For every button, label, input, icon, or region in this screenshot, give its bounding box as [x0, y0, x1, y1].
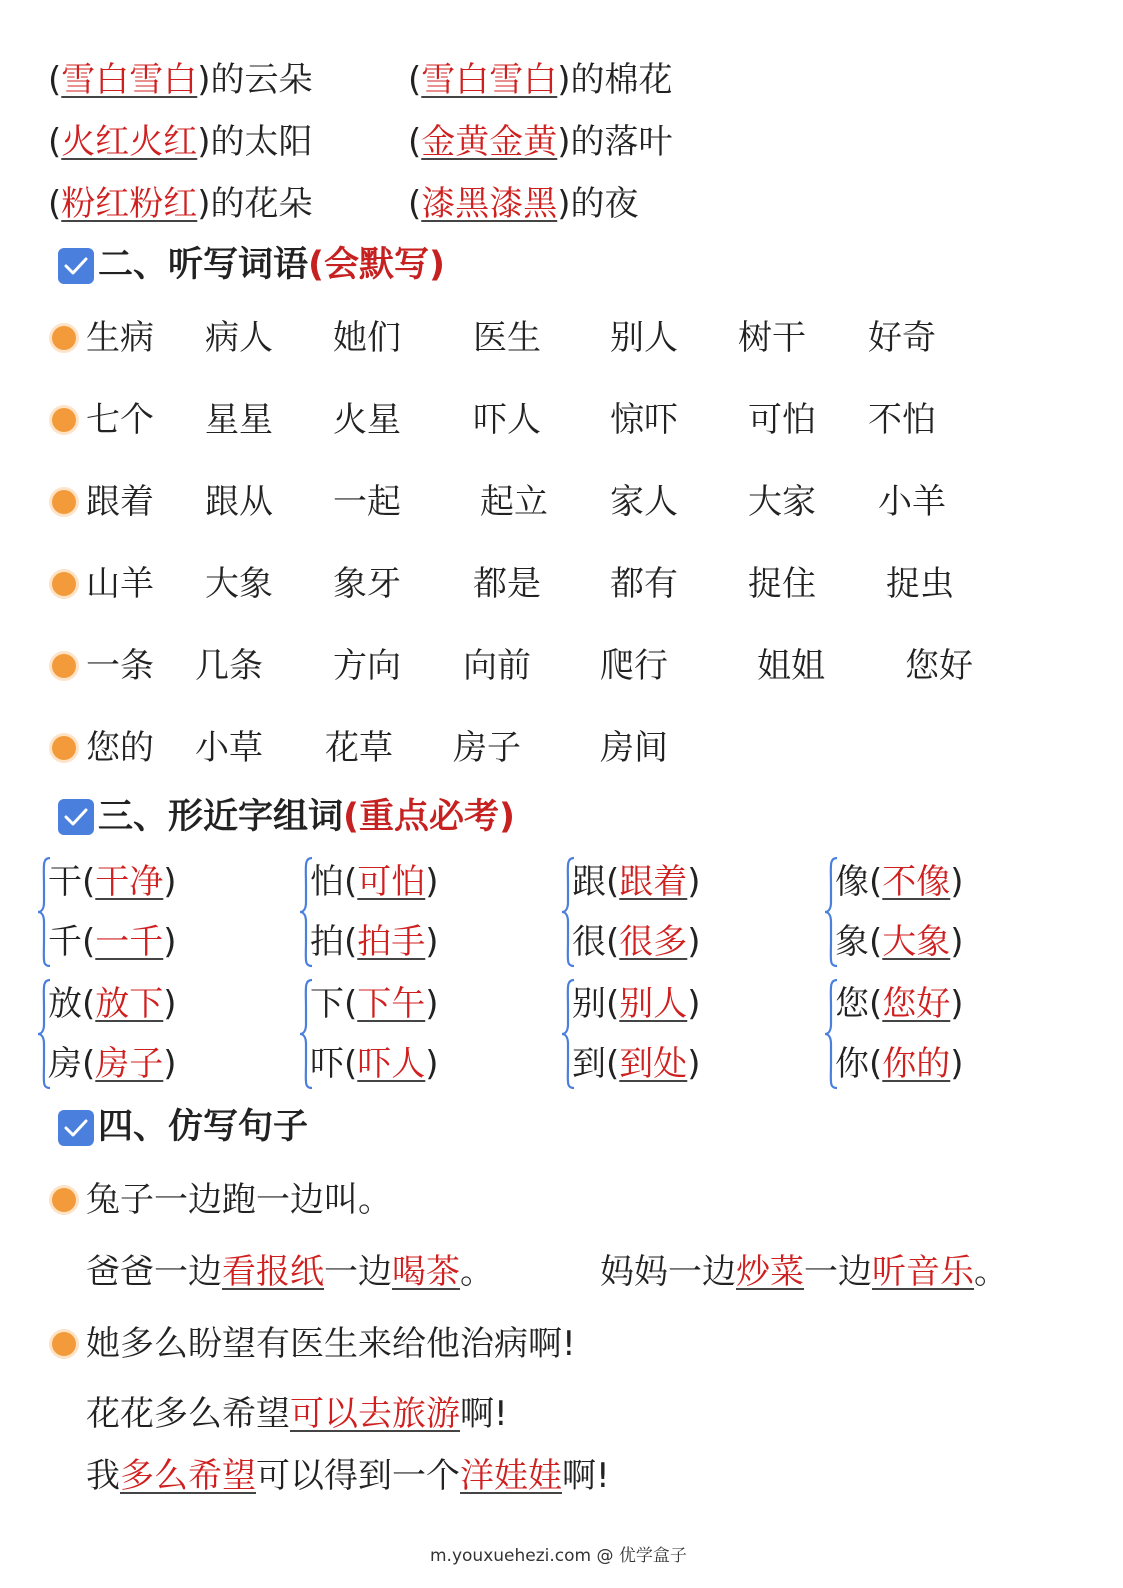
adj-4: (金黄金黄)的落叶: [408, 122, 673, 162]
adj-2: (雪白雪白)的棉花: [408, 60, 673, 100]
adj-3: (火红火红)的太阳: [48, 122, 313, 162]
similar-char-item: 象(大象): [835, 922, 964, 962]
answer-word: 不像: [882, 862, 951, 902]
answer-word: 一千: [95, 922, 164, 962]
answer: 炒菜: [736, 1252, 804, 1292]
similar-char-item: 干(干净): [48, 862, 177, 902]
adj-word: 雪白雪白: [61, 60, 198, 100]
text: 妈妈一边: [600, 1252, 736, 1292]
bullet-dot-icon: [52, 736, 76, 760]
dictation-word: 一起: [333, 482, 401, 522]
answer-word: 跟着: [619, 862, 688, 902]
base-char: 吓: [310, 1044, 344, 1084]
answer: 听音乐: [872, 1252, 974, 1292]
dictation-word: 生病: [86, 318, 154, 358]
text: 可以得到一个: [256, 1456, 460, 1496]
base-char: 像: [835, 862, 869, 902]
adj-noun: 的棉花: [570, 60, 673, 100]
text: 。: [460, 1252, 494, 1292]
dictation-word: 山羊: [86, 564, 154, 604]
answer-word: 房子: [95, 1044, 164, 1084]
dictation-word: 姐姐: [757, 646, 825, 686]
section-title-3: [98, 794, 515, 840]
dictation-word: 跟从: [205, 482, 273, 522]
adj-noun: 的落叶: [570, 122, 673, 162]
section-title-2: [98, 242, 445, 288]
base-char: 拍: [310, 922, 344, 962]
dictation-word: 大象: [205, 564, 273, 604]
answer: 多么希望: [120, 1456, 256, 1496]
dictation-word: 捉住: [748, 564, 816, 604]
base-char: 很: [572, 922, 606, 962]
dictation-word: 吓人: [473, 400, 541, 440]
similar-char-item: 放(放下): [48, 984, 177, 1024]
dictation-word: 都是: [473, 564, 541, 604]
bullet-dot-icon: [52, 1332, 76, 1356]
imitation-sentence-2a: [86, 1392, 508, 1436]
dictation-word: 跟着: [86, 482, 154, 522]
text: 啊!: [562, 1456, 610, 1496]
dictation-word: 家人: [610, 482, 678, 522]
dictation-word: 大家: [748, 482, 816, 522]
adj-6: (漆黑漆黑)的夜: [408, 184, 639, 224]
checkbox-icon: [58, 799, 94, 835]
imitation-sentence-2b: [86, 1454, 610, 1498]
similar-char-item: 下(下午): [310, 984, 439, 1024]
dictation-word: 她们: [333, 318, 401, 358]
answer-word: 干净: [95, 862, 164, 902]
dictation-word: 爬行: [600, 646, 668, 686]
base-char: 放: [48, 984, 82, 1024]
base-char: 干: [48, 862, 82, 902]
section-title-4: 四、仿写句子: [98, 1107, 309, 1147]
section-tag: (重点必考): [343, 797, 516, 837]
dictation-word: 起立: [480, 482, 548, 522]
base-char: 象: [835, 922, 869, 962]
adj-word: 漆黑漆黑: [421, 184, 558, 224]
dictation-word: 树干: [738, 318, 806, 358]
answer-word: 大象: [882, 922, 951, 962]
base-char: 您: [835, 984, 869, 1024]
base-char: 跟: [572, 862, 606, 902]
dictation-word: 捉虫: [886, 564, 954, 604]
dictation-word: 方向: [333, 646, 401, 686]
bullet-dot-icon: [52, 490, 76, 514]
adj-noun: 的花朵: [210, 184, 313, 224]
dictation-word: 七个: [86, 400, 154, 440]
imitation-sentence-1a: [86, 1250, 494, 1294]
dictation-word: 惊吓: [610, 400, 678, 440]
similar-char-item: 怕(可怕): [310, 862, 439, 902]
answer: 可以去旅游: [290, 1394, 460, 1434]
dictation-word: 向前: [463, 646, 531, 686]
base-char: 怕: [310, 862, 344, 902]
adj-noun: 的云朵: [210, 60, 313, 100]
answer: 喝茶: [392, 1252, 460, 1292]
answer-word: 下午: [357, 984, 426, 1024]
dictation-word: 不怕: [868, 400, 936, 440]
dictation-word: 房子: [453, 728, 521, 768]
base-char: 别: [572, 984, 606, 1024]
answer-word: 放下: [95, 984, 164, 1024]
base-char: 你: [835, 1044, 869, 1084]
dictation-word: 都有: [610, 564, 678, 604]
dictation-word: 可怕: [748, 400, 816, 440]
similar-char-item: 像(不像): [835, 862, 964, 902]
dictation-word: 病人: [205, 318, 273, 358]
text: 我: [86, 1456, 120, 1496]
similar-char-item: 吓(吓人): [310, 1044, 439, 1084]
answer-word: 拍手: [357, 922, 426, 962]
text: 啊!: [460, 1394, 508, 1434]
answer-word: 可怕: [357, 862, 426, 902]
imitation-sentence-1b: [600, 1250, 1008, 1294]
bullet-dot-icon: [52, 1188, 76, 1212]
dictation-word: 好奇: [868, 318, 936, 358]
answer-word: 别人: [619, 984, 688, 1024]
example-sentence-2: 她多么盼望有医生来给他治病啊!: [86, 1324, 576, 1364]
similar-char-item: 到(到处): [572, 1044, 701, 1084]
similar-char-item: 拍(拍手): [310, 922, 439, 962]
text: 一边: [804, 1252, 872, 1292]
section-tag: (会默写): [308, 245, 446, 285]
text: 一边: [324, 1252, 392, 1292]
dictation-word: 一条: [86, 646, 154, 686]
bullet-dot-icon: [52, 654, 76, 678]
base-char: 房: [48, 1044, 82, 1084]
adj-word: 火红火红: [61, 122, 198, 162]
bullet-dot-icon: [52, 572, 76, 596]
answer: 看报纸: [222, 1252, 324, 1292]
similar-char-item: 千(一千): [48, 922, 177, 962]
dictation-word: 几条: [195, 646, 263, 686]
similar-char-item: 别(别人): [572, 984, 701, 1024]
adj-noun: 的太阳: [210, 122, 313, 162]
answer-word: 很多: [619, 922, 688, 962]
dictation-word: 火星: [333, 400, 401, 440]
dictation-word: 象牙: [333, 564, 401, 604]
dictation-word: 您好: [905, 646, 973, 686]
base-char: 千: [48, 922, 82, 962]
similar-char-item: 跟(跟着): [572, 862, 701, 902]
answer-word: 您好: [882, 984, 951, 1024]
dictation-word: 医生: [473, 318, 541, 358]
footer-watermark: m.youxuehezi.com @ 优学盒子: [430, 1546, 687, 1566]
text: 爸爸一边: [86, 1252, 222, 1292]
similar-char-item: 你(你的): [835, 1044, 964, 1084]
adj-noun: 的夜: [570, 184, 639, 224]
base-char: 到: [572, 1044, 606, 1084]
example-sentence-1: 兔子一边跑一边叫。: [86, 1180, 392, 1220]
dictation-word: 房间: [600, 728, 668, 768]
dictation-word: 您的: [86, 728, 154, 768]
adj-5: (粉红粉红)的花朵: [48, 184, 313, 224]
answer-word: 吓人: [357, 1044, 426, 1084]
answer: 洋娃娃: [460, 1456, 562, 1496]
similar-char-item: 您(您好): [835, 984, 964, 1024]
dictation-word: 星星: [205, 400, 273, 440]
text: 。: [974, 1252, 1008, 1292]
section-title-text: 二、听写词语: [98, 245, 309, 285]
adj-1: (雪白雪白)的云朵: [48, 60, 313, 100]
similar-char-item: 很(很多): [572, 922, 701, 962]
bullet-dot-icon: [52, 408, 76, 432]
answer-word: 到处: [619, 1044, 688, 1084]
dictation-word: 小羊: [878, 482, 946, 522]
text: 花花多么希望: [86, 1394, 290, 1434]
dictation-word: 小草: [195, 728, 263, 768]
checkbox-icon: [58, 248, 94, 284]
dictation-word: 花草: [325, 728, 393, 768]
base-char: 下: [310, 984, 344, 1024]
dictation-word: 别人: [610, 318, 678, 358]
adj-word: 粉红粉红: [61, 184, 198, 224]
section-title-text: 三、形近字组词: [98, 797, 344, 837]
adj-word: 金黄金黄: [421, 122, 558, 162]
bullet-dot-icon: [52, 326, 76, 350]
adj-word: 雪白雪白: [421, 60, 558, 100]
answer-word: 你的: [882, 1044, 951, 1084]
similar-char-item: 房(房子): [48, 1044, 177, 1084]
checkbox-icon: [58, 1110, 94, 1146]
